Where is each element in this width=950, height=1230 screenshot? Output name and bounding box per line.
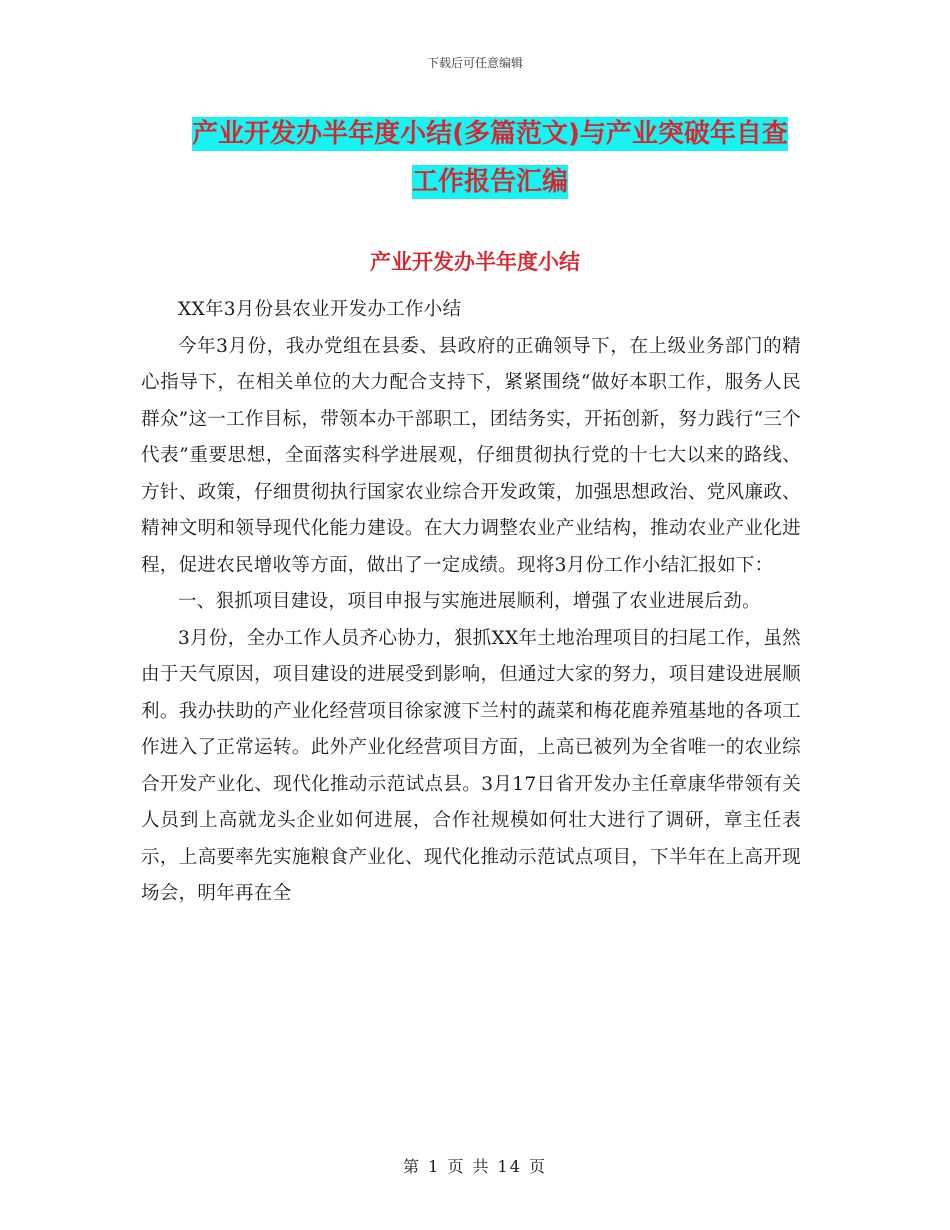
- document-title-line-1: 产业开发办半年度小结(多篇范文)与产业突破年自查: [192, 119, 788, 149]
- paragraph-intro: 今年3月份，我办党组在县委、县政府的正确领导下，在上级业务部门的精心指导下，在相关单位的大力配合支持下，紧紧围绕“做好本职工作，服务人民群众”这一工作目标，带领本办干部职工，团结务实，开拓创新，努力践行“三个代表”重要思想，全面落实科学进展观，仔细贯彻执行党的十七大以来的路线、方针、政策，仔细贯彻执行国家农业综合开发政策，加强思想政治、党风廉政、精神文明和领导现代化能力建设。在大力调整农业产业结构，推动农业产业化进程，促进农民增收等方面，做出了一定成绩。现将3月份工作小结汇报如下：: [141, 335, 801, 576]
- header-note: 下载后可任意编辑: [426, 56, 523, 70]
- section-title: 产业开发办半年度小结: [370, 250, 580, 274]
- document-body: [141, 292, 801, 913]
- document-title: [140, 110, 840, 206]
- paragraph-project-progress: 3月份，全办工作人员齐心协力，狠抓XX年土地治理项目的扫尾工作，虽然由于天气原因，项目建设的进展受到影响，但通过大家的努力，项目建设进展顺利。我办扶助的产业化经营项目徐家渡下兰村的蔬菜和梅花鹿养殖基地的各项工作进入了正常运转。此外产业化经营项目方面，上高已被列为全省唯一的农业综合开发产业化、现代化推动示范试点县。3月17日省开发办主任章康华带领有关人员到上高就龙头企业如何进展，合作社规模如何壮大进行了调研，章主任表示，上高要率先实施粮食产业化、现代化推动示范试点项目，下半年在上高开现场会，明年再在全: [141, 627, 801, 904]
- document-title-line-2: 工作报告汇编: [411, 167, 568, 197]
- page-number-footer: 第 1 页 共 14 页: [403, 1157, 547, 1176]
- paragraph-heading-1: 一、狠抓项目建设，项目申报与实施进展顺利，增强了农业进展后劲。: [178, 591, 761, 612]
- paragraph-subtitle: XX年3月份县农业开发办工作小结: [178, 299, 462, 320]
